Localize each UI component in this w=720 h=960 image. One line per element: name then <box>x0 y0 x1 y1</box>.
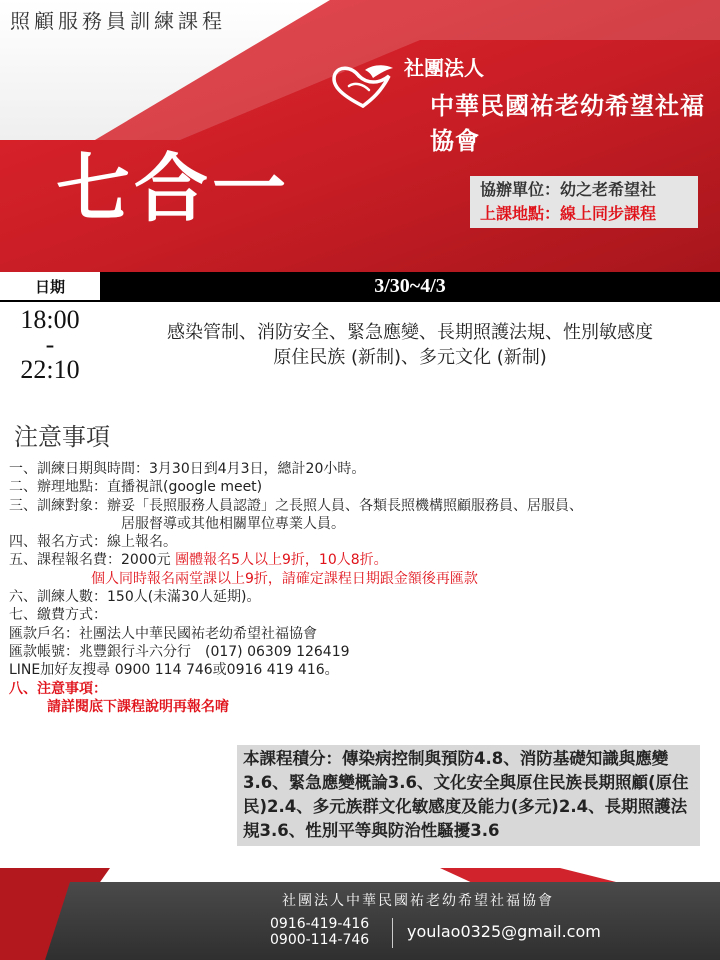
time-end: 22:10 <box>20 355 80 384</box>
note-fee <box>9 551 709 569</box>
heart-dove-logo-icon <box>329 62 397 110</box>
info-box <box>470 176 698 228</box>
footer-org-name: 社團法人中華民國祐老幼希望社福協會 <box>282 893 554 909</box>
note-fee-individual-discount: 個人同時報名兩堂課以上9折，請確定課程日期跟金額後再匯款 <box>91 570 478 587</box>
notes-list <box>9 460 709 716</box>
note-account-number: 匯款帳號：兆豐銀行斗六分行 (017) 06309 126419 <box>9 643 350 660</box>
date-row <box>0 272 720 302</box>
note-venue: 二、辦理地點：直播視訊(google meet) <box>9 479 263 496</box>
topics-line2: 原住民族 (新制)、多元文化 (新制) <box>273 347 547 368</box>
time-dash: - <box>45 330 55 359</box>
time-range <box>10 307 90 382</box>
note-attention-detail: 請詳閱底下課程說明再報名唷 <box>47 698 229 715</box>
note-payment: 七、繳費方式： <box>9 607 107 624</box>
footer-phone-2: 0900-114-746 <box>270 932 370 948</box>
note-line-contact: LINE加好友搜尋 0900 114 746或0916 419 416。 <box>9 662 339 679</box>
note-target: 三、訓練對象：辦妥「長照服務人員認證」之長照人員、各類長照機構照顧服務員、居服員、 <box>9 497 583 514</box>
footer-phones <box>270 916 369 948</box>
course-title: 照顧服務員訓練課程 <box>10 9 226 33</box>
note-target-cont: 居服督導或其他相關單位專業人員。 <box>121 515 345 532</box>
headline-seven-in-one: 七合一 <box>56 146 290 232</box>
date-label: 日期 <box>0 272 100 302</box>
footer-bar <box>0 868 720 960</box>
note-capacity: 六、訓練人數：150人(未滿30人延期)。 <box>9 589 261 606</box>
note-fee-amount: 五、課程報名費：2000元 <box>9 552 176 569</box>
note-attention: 八、注意事項： <box>9 680 107 697</box>
co-organizer: 協辦單位：幼之老希望社 <box>480 180 657 199</box>
notes-title: 注意事項 <box>14 423 110 451</box>
footer-phone-1: 0916-419-416 <box>270 916 370 932</box>
note-fee-group-discount: 團體報名5人以上9折，10人8折。 <box>175 552 388 569</box>
topics-line1: 感染管制、消防安全、緊急應變、長期照護法規、性別敏感度 <box>167 322 653 343</box>
org-name-line2: 中華民國祐老幼希望社福協會 <box>430 92 705 155</box>
org-name-line1: 社團法人 <box>404 56 484 80</box>
course-topics <box>110 320 710 370</box>
note-date-time: 一、訓練日期與時間：3月30日到4月3日，總計20小時。 <box>9 461 366 477</box>
footer-divider <box>392 918 393 948</box>
footer-email: youlao0325@gmail.com <box>407 922 601 941</box>
class-location: 上課地點：線上同步課程 <box>480 204 657 223</box>
note-account-name: 匯款戶名：社團法人中華民國祐老幼希望社福協會 <box>9 625 317 642</box>
note-registration: 四、報名方式：線上報名。 <box>9 534 177 551</box>
time-start: 18:00 <box>20 305 80 334</box>
credits-box: 本課程積分：傳染病控制與預防4.8、消防基礎知識與應變3.6、緊急應變概論3.6、文化安全與原住民族長期照顧(原住民)2.4、多元族群文化敏感度及能力(多元)2.4、長期照護法規3.6、性別平等與防治性騷擾3.6 <box>237 745 700 846</box>
date-value: 3/30~4/3 <box>100 272 720 302</box>
header-banner <box>0 0 720 272</box>
